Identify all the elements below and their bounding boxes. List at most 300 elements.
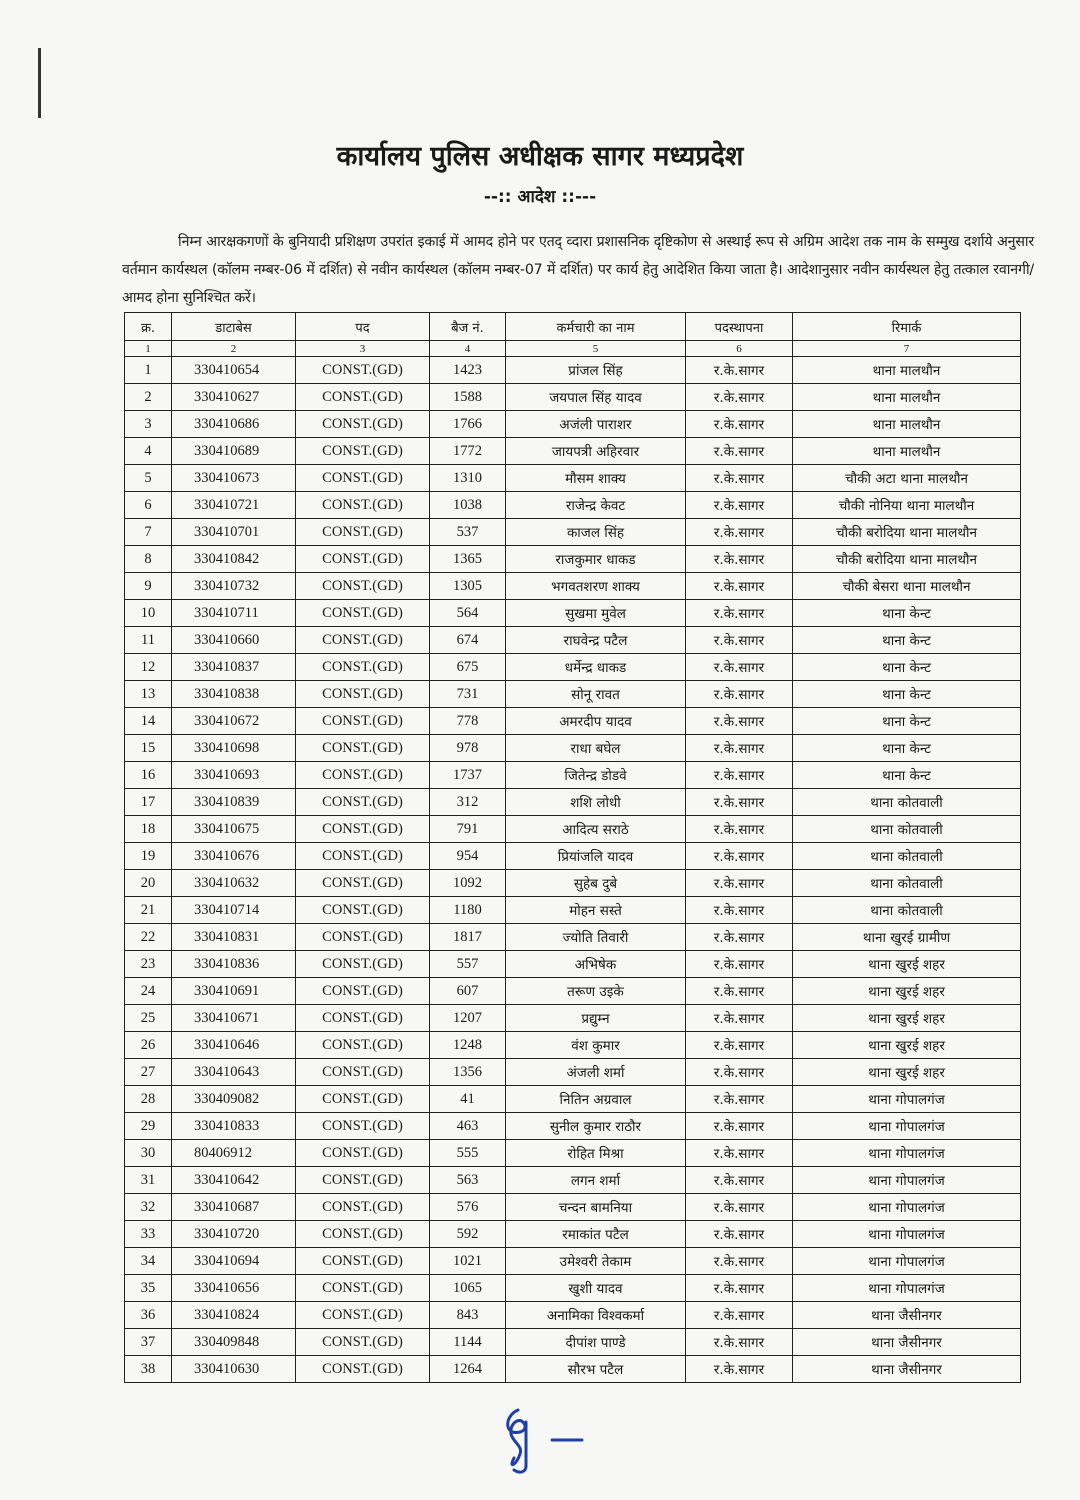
employee-name-cell: काजल सिंह xyxy=(506,519,686,546)
table-row xyxy=(125,978,1021,1005)
posting-cell: र.के.सागर xyxy=(686,1302,793,1329)
table-row xyxy=(125,924,1021,951)
column-number-5: 5 xyxy=(506,341,686,357)
database-cell: 330410839 xyxy=(172,789,296,816)
database-cell: 330410643 xyxy=(172,1059,296,1086)
serial-cell: 25 xyxy=(125,1005,172,1032)
badge-cell: 843 xyxy=(430,1302,506,1329)
table-row xyxy=(125,1221,1021,1248)
remark-cell: थाना खुरई शहर xyxy=(793,1032,1021,1059)
table-row xyxy=(125,1356,1021,1383)
database-cell: 330410627 xyxy=(172,384,296,411)
margin-mark xyxy=(38,48,41,118)
column-header-5: कर्मचारी का नाम xyxy=(506,313,686,341)
remark-cell: थाना जैसीनगर xyxy=(793,1356,1021,1383)
posting-cell: र.के.सागर xyxy=(686,627,793,654)
remark-cell: थाना कोतवाली xyxy=(793,843,1021,870)
posting-cell: र.के.सागर xyxy=(686,762,793,789)
database-cell: 330410630 xyxy=(172,1356,296,1383)
posting-cell: र.के.सागर xyxy=(686,1356,793,1383)
badge-cell: 1588 xyxy=(430,384,506,411)
post-cell: CONST.(GD) xyxy=(296,897,430,924)
database-cell: 330410836 xyxy=(172,951,296,978)
serial-cell: 20 xyxy=(125,870,172,897)
employee-name-cell: धर्मेन्द्र धाकड xyxy=(506,654,686,681)
column-header-4: बैज नं. xyxy=(430,313,506,341)
posting-cell: र.के.सागर xyxy=(686,789,793,816)
database-cell: 330409848 xyxy=(172,1329,296,1356)
badge-cell: 1305 xyxy=(430,573,506,600)
post-cell: CONST.(GD) xyxy=(296,1005,430,1032)
database-cell: 330410671 xyxy=(172,1005,296,1032)
employee-name-cell: रोहित मिश्रा xyxy=(506,1140,686,1167)
badge-cell: 555 xyxy=(430,1140,506,1167)
badge-cell: 1264 xyxy=(430,1356,506,1383)
database-cell: 330410842 xyxy=(172,546,296,573)
employee-name-cell: चन्दन बामनिया xyxy=(506,1194,686,1221)
serial-cell: 33 xyxy=(125,1221,172,1248)
badge-cell: 563 xyxy=(430,1167,506,1194)
remark-cell: थाना मालथौन xyxy=(793,438,1021,465)
table-row xyxy=(125,654,1021,681)
posting-cell: र.के.सागर xyxy=(686,1032,793,1059)
serial-cell: 38 xyxy=(125,1356,172,1383)
employee-name-cell: तरूण उइके xyxy=(506,978,686,1005)
remark-cell: थाना केन्ट xyxy=(793,708,1021,735)
serial-cell: 7 xyxy=(125,519,172,546)
column-number-1: 1 xyxy=(125,341,172,357)
database-cell: 330410711 xyxy=(172,600,296,627)
posting-cell: र.के.सागर xyxy=(686,600,793,627)
serial-cell: 32 xyxy=(125,1194,172,1221)
remark-cell: थाना गोपालगंज xyxy=(793,1167,1021,1194)
posting-cell: र.के.सागर xyxy=(686,843,793,870)
remark-cell: चौकी बरोदिया थाना मालथौन xyxy=(793,519,1021,546)
remark-cell: थाना गोपालगंज xyxy=(793,1086,1021,1113)
table-row xyxy=(125,708,1021,735)
badge-cell: 1092 xyxy=(430,870,506,897)
serial-cell: 36 xyxy=(125,1302,172,1329)
table-row xyxy=(125,492,1021,519)
column-number-row xyxy=(125,341,1021,357)
remark-cell: थाना खुरई शहर xyxy=(793,1059,1021,1086)
badge-cell: 1365 xyxy=(430,546,506,573)
column-header-2: डाटाबेस xyxy=(172,313,296,341)
badge-cell: 978 xyxy=(430,735,506,762)
remark-cell: थाना गोपालगंज xyxy=(793,1113,1021,1140)
posting-cell: र.के.सागर xyxy=(686,1275,793,1302)
employee-name-cell: मोहन सस्ते xyxy=(506,897,686,924)
table-row xyxy=(125,1059,1021,1086)
database-cell: 330410656 xyxy=(172,1275,296,1302)
database-cell: 330410838 xyxy=(172,681,296,708)
posting-cell: र.के.सागर xyxy=(686,735,793,762)
remark-cell: चौकी बेसरा थाना मालथौन xyxy=(793,573,1021,600)
database-cell: 330410642 xyxy=(172,1167,296,1194)
badge-cell: 675 xyxy=(430,654,506,681)
table-row xyxy=(125,1086,1021,1113)
employee-name-cell: वंश कुमार xyxy=(506,1032,686,1059)
employee-name-cell: अजंली पाराशर xyxy=(506,411,686,438)
post-cell: CONST.(GD) xyxy=(296,1221,430,1248)
posting-cell: र.के.सागर xyxy=(686,951,793,978)
signature-icon xyxy=(490,1396,600,1476)
employee-name-cell: प्रद्युम्न xyxy=(506,1005,686,1032)
column-number-2: 2 xyxy=(172,341,296,357)
badge-cell: 1423 xyxy=(430,357,506,384)
serial-cell: 13 xyxy=(125,681,172,708)
serial-cell: 21 xyxy=(125,897,172,924)
post-cell: CONST.(GD) xyxy=(296,1059,430,1086)
table-row xyxy=(125,546,1021,573)
post-cell: CONST.(GD) xyxy=(296,357,430,384)
post-cell: CONST.(GD) xyxy=(296,681,430,708)
post-cell: CONST.(GD) xyxy=(296,708,430,735)
database-cell: 330410693 xyxy=(172,762,296,789)
serial-cell: 3 xyxy=(125,411,172,438)
serial-cell: 4 xyxy=(125,438,172,465)
badge-cell: 312 xyxy=(430,789,506,816)
post-cell: CONST.(GD) xyxy=(296,789,430,816)
column-number-4: 4 xyxy=(430,341,506,357)
remark-cell: थाना केन्ट xyxy=(793,600,1021,627)
employee-name-cell: अंजली शर्मा xyxy=(506,1059,686,1086)
remark-cell: थाना मालथौन xyxy=(793,411,1021,438)
database-cell: 330410686 xyxy=(172,411,296,438)
serial-cell: 1 xyxy=(125,357,172,384)
post-cell: CONST.(GD) xyxy=(296,1140,430,1167)
post-cell: CONST.(GD) xyxy=(296,735,430,762)
posting-cell: र.के.सागर xyxy=(686,654,793,681)
database-cell: 330410691 xyxy=(172,978,296,1005)
table-row xyxy=(125,1194,1021,1221)
table-row xyxy=(125,627,1021,654)
table-row xyxy=(125,789,1021,816)
posting-cell: र.के.सागर xyxy=(686,1194,793,1221)
posting-cell: र.के.सागर xyxy=(686,897,793,924)
post-cell: CONST.(GD) xyxy=(296,1329,430,1356)
remark-cell: थाना गोपालगंज xyxy=(793,1221,1021,1248)
remark-cell: थाना खुरई शहर xyxy=(793,951,1021,978)
employee-name-cell: जयपाल सिंह यादव xyxy=(506,384,686,411)
badge-cell: 1065 xyxy=(430,1275,506,1302)
database-cell: 330410676 xyxy=(172,843,296,870)
remark-cell: चौकी बरोदिया थाना मालथौन xyxy=(793,546,1021,573)
serial-cell: 11 xyxy=(125,627,172,654)
employee-name-cell: ज्योति तिवारी xyxy=(506,924,686,951)
badge-cell: 537 xyxy=(430,519,506,546)
posting-cell: र.के.सागर xyxy=(686,708,793,735)
employee-name-cell: राघवेन्द्र पटैल xyxy=(506,627,686,654)
badge-cell: 791 xyxy=(430,816,506,843)
employee-name-cell: जायपत्री अहिरवार xyxy=(506,438,686,465)
table-row xyxy=(125,411,1021,438)
serial-cell: 22 xyxy=(125,924,172,951)
post-cell: CONST.(GD) xyxy=(296,600,430,627)
database-cell: 330410831 xyxy=(172,924,296,951)
database-cell: 330410720 xyxy=(172,1221,296,1248)
table-row xyxy=(125,384,1021,411)
post-cell: CONST.(GD) xyxy=(296,951,430,978)
column-number-6: 6 xyxy=(686,341,793,357)
table-row xyxy=(125,465,1021,492)
employee-name-cell: सुखमा मुवेल xyxy=(506,600,686,627)
employee-name-cell: उमेश्वरी तेकाम xyxy=(506,1248,686,1275)
employee-name-cell: खुशी यादव xyxy=(506,1275,686,1302)
post-cell: CONST.(GD) xyxy=(296,1032,430,1059)
database-cell: 330410698 xyxy=(172,735,296,762)
remark-cell: थाना गोपालगंज xyxy=(793,1194,1021,1221)
posting-cell: र.के.सागर xyxy=(686,1113,793,1140)
table-body xyxy=(125,357,1021,1383)
employee-name-cell: मौसम शाक्य xyxy=(506,465,686,492)
badge-cell: 1038 xyxy=(430,492,506,519)
remark-cell: थाना गोपालगंज xyxy=(793,1275,1021,1302)
post-cell: CONST.(GD) xyxy=(296,519,430,546)
remark-cell: थाना मालथौन xyxy=(793,384,1021,411)
database-cell: 330410721 xyxy=(172,492,296,519)
employee-name-cell: जितेन्द्र डोडवे xyxy=(506,762,686,789)
database-cell: 330410714 xyxy=(172,897,296,924)
badge-cell: 674 xyxy=(430,627,506,654)
column-header-7: रिमार्क xyxy=(793,313,1021,341)
remark-cell: थाना केन्ट xyxy=(793,654,1021,681)
posting-cell: र.के.सागर xyxy=(686,573,793,600)
remark-cell: थाना जैसीनगर xyxy=(793,1329,1021,1356)
employee-name-cell: सौरभ पटैल xyxy=(506,1356,686,1383)
column-header-6: पदस्थापना xyxy=(686,313,793,341)
post-cell: CONST.(GD) xyxy=(296,654,430,681)
database-cell: 330410687 xyxy=(172,1194,296,1221)
badge-cell: 1356 xyxy=(430,1059,506,1086)
database-cell: 330410654 xyxy=(172,357,296,384)
serial-cell: 14 xyxy=(125,708,172,735)
table-row xyxy=(125,1302,1021,1329)
serial-cell: 15 xyxy=(125,735,172,762)
post-cell: CONST.(GD) xyxy=(296,1086,430,1113)
employee-name-cell: भगवतशरण शाक्य xyxy=(506,573,686,600)
column-number-3: 3 xyxy=(296,341,430,357)
badge-cell: 1248 xyxy=(430,1032,506,1059)
posting-cell: र.के.सागर xyxy=(686,1005,793,1032)
employee-name-cell: राजेन्द्र केवट xyxy=(506,492,686,519)
table-row xyxy=(125,1032,1021,1059)
posting-cell: र.के.सागर xyxy=(686,438,793,465)
table-row xyxy=(125,1005,1021,1032)
office-title: कार्यालय पुलिस अधीक्षक सागर मध्यप्रदेश xyxy=(336,141,744,172)
database-cell: 330410732 xyxy=(172,573,296,600)
post-cell: CONST.(GD) xyxy=(296,1356,430,1383)
employee-name-cell: राधा बघेल xyxy=(506,735,686,762)
post-cell: CONST.(GD) xyxy=(296,411,430,438)
badge-cell: 1772 xyxy=(430,438,506,465)
badge-cell: 1207 xyxy=(430,1005,506,1032)
table-row xyxy=(125,1113,1021,1140)
posting-cell: र.के.सागर xyxy=(686,1329,793,1356)
post-cell: CONST.(GD) xyxy=(296,384,430,411)
remark-cell: थाना जैसीनगर xyxy=(793,1302,1021,1329)
serial-cell: 17 xyxy=(125,789,172,816)
post-cell: CONST.(GD) xyxy=(296,1194,430,1221)
post-cell: CONST.(GD) xyxy=(296,1167,430,1194)
serial-cell: 28 xyxy=(125,1086,172,1113)
remark-cell: थाना खुरई ग्रामीण xyxy=(793,924,1021,951)
post-cell: CONST.(GD) xyxy=(296,492,430,519)
posting-cell: र.के.सागर xyxy=(686,1140,793,1167)
table-row xyxy=(125,1167,1021,1194)
database-cell: 330409082 xyxy=(172,1086,296,1113)
posting-cell: र.के.सागर xyxy=(686,1167,793,1194)
serial-cell: 10 xyxy=(125,600,172,627)
remark-cell: थाना कोतवाली xyxy=(793,816,1021,843)
post-cell: CONST.(GD) xyxy=(296,1302,430,1329)
serial-cell: 31 xyxy=(125,1167,172,1194)
remark-cell: थाना खुरई शहर xyxy=(793,1005,1021,1032)
employee-name-cell: लगन शर्मा xyxy=(506,1167,686,1194)
database-cell: 330410646 xyxy=(172,1032,296,1059)
serial-cell: 5 xyxy=(125,465,172,492)
table-row xyxy=(125,1275,1021,1302)
posting-cell: र.के.सागर xyxy=(686,411,793,438)
employee-name-cell: नितिन अग्रवाल xyxy=(506,1086,686,1113)
remark-cell: थाना मालथौन xyxy=(793,357,1021,384)
transfer-table xyxy=(124,312,1021,1383)
serial-cell: 9 xyxy=(125,573,172,600)
remark-cell: थाना केन्ट xyxy=(793,735,1021,762)
post-cell: CONST.(GD) xyxy=(296,1248,430,1275)
posting-cell: र.के.सागर xyxy=(686,978,793,1005)
table-row xyxy=(125,519,1021,546)
serial-cell: 30 xyxy=(125,1140,172,1167)
post-cell: CONST.(GD) xyxy=(296,816,430,843)
table-row xyxy=(125,735,1021,762)
serial-cell: 27 xyxy=(125,1059,172,1086)
serial-cell: 2 xyxy=(125,384,172,411)
serial-cell: 26 xyxy=(125,1032,172,1059)
badge-cell: 954 xyxy=(430,843,506,870)
database-cell: 330410673 xyxy=(172,465,296,492)
database-cell: 330410701 xyxy=(172,519,296,546)
employee-name-cell: आदित्य सराठे xyxy=(506,816,686,843)
table-row xyxy=(125,951,1021,978)
post-cell: CONST.(GD) xyxy=(296,573,430,600)
post-cell: CONST.(GD) xyxy=(296,762,430,789)
post-cell: CONST.(GD) xyxy=(296,843,430,870)
post-cell: CONST.(GD) xyxy=(296,978,430,1005)
badge-cell: 564 xyxy=(430,600,506,627)
badge-cell: 1817 xyxy=(430,924,506,951)
table-row xyxy=(125,1248,1021,1275)
badge-cell: 731 xyxy=(430,681,506,708)
serial-cell: 6 xyxy=(125,492,172,519)
posting-cell: र.के.सागर xyxy=(686,924,793,951)
badge-cell: 1310 xyxy=(430,465,506,492)
database-cell: 330410672 xyxy=(172,708,296,735)
table-row xyxy=(125,843,1021,870)
table-row xyxy=(125,870,1021,897)
remark-cell: थाना कोतवाली xyxy=(793,870,1021,897)
employee-name-cell: अमरदीप यादव xyxy=(506,708,686,735)
posting-cell: र.के.सागर xyxy=(686,681,793,708)
serial-cell: 8 xyxy=(125,546,172,573)
table-row xyxy=(125,816,1021,843)
employee-name-cell: सुहेब दुबे xyxy=(506,870,686,897)
remark-cell: थाना केन्ट xyxy=(793,762,1021,789)
remark-cell: थाना कोतवाली xyxy=(793,897,1021,924)
badge-cell: 1144 xyxy=(430,1329,506,1356)
database-cell: 330410824 xyxy=(172,1302,296,1329)
serial-cell: 18 xyxy=(125,816,172,843)
remark-cell: थाना केन्ट xyxy=(793,681,1021,708)
posting-cell: र.के.सागर xyxy=(686,492,793,519)
remark-cell: थाना खुरई शहर xyxy=(793,978,1021,1005)
order-heading: --:: आदेश ::--- xyxy=(483,187,597,207)
serial-cell: 37 xyxy=(125,1329,172,1356)
posting-cell: र.के.सागर xyxy=(686,465,793,492)
posting-cell: र.के.सागर xyxy=(686,384,793,411)
database-cell: 330410837 xyxy=(172,654,296,681)
badge-cell: 576 xyxy=(430,1194,506,1221)
remark-cell: चौकी अटा थाना मालथौन xyxy=(793,465,1021,492)
column-header-1: क्र. xyxy=(125,313,172,341)
serial-cell: 34 xyxy=(125,1248,172,1275)
database-cell: 330410675 xyxy=(172,816,296,843)
post-cell: CONST.(GD) xyxy=(296,1275,430,1302)
badge-cell: 463 xyxy=(430,1113,506,1140)
badge-cell: 592 xyxy=(430,1221,506,1248)
posting-cell: र.के.सागर xyxy=(686,870,793,897)
serial-cell: 19 xyxy=(125,843,172,870)
badge-cell: 41 xyxy=(430,1086,506,1113)
serial-cell: 16 xyxy=(125,762,172,789)
badge-cell: 778 xyxy=(430,708,506,735)
posting-cell: र.के.सागर xyxy=(686,519,793,546)
table-row xyxy=(125,573,1021,600)
employee-name-cell: सुनील कुमार राठौर xyxy=(506,1113,686,1140)
table-row xyxy=(125,681,1021,708)
post-cell: CONST.(GD) xyxy=(296,438,430,465)
posting-cell: र.के.सागर xyxy=(686,1059,793,1086)
post-cell: CONST.(GD) xyxy=(296,465,430,492)
employee-name-cell: प्रियांजलि यादव xyxy=(506,843,686,870)
table-row xyxy=(125,762,1021,789)
database-cell: 330410694 xyxy=(172,1248,296,1275)
post-cell: CONST.(GD) xyxy=(296,870,430,897)
remark-cell: चौकी नोनिया थाना मालथौन xyxy=(793,492,1021,519)
serial-cell: 29 xyxy=(125,1113,172,1140)
employee-name-cell: अनामिका विश्वकर्मा xyxy=(506,1302,686,1329)
posting-cell: र.के.सागर xyxy=(686,1221,793,1248)
badge-cell: 1737 xyxy=(430,762,506,789)
badge-cell: 1021 xyxy=(430,1248,506,1275)
serial-cell: 23 xyxy=(125,951,172,978)
posting-cell: र.के.सागर xyxy=(686,357,793,384)
posting-cell: र.के.सागर xyxy=(686,1248,793,1275)
posting-cell: र.के.सागर xyxy=(686,1086,793,1113)
employee-name-cell: रमाकांत पटैल xyxy=(506,1221,686,1248)
serial-cell: 12 xyxy=(125,654,172,681)
column-header-3: पद xyxy=(296,313,430,341)
employee-name-cell: राजकुमार धाकड xyxy=(506,546,686,573)
post-cell: CONST.(GD) xyxy=(296,1113,430,1140)
column-number-7: 7 xyxy=(793,341,1021,357)
serial-cell: 24 xyxy=(125,978,172,1005)
badge-cell: 1766 xyxy=(430,411,506,438)
employee-name-cell: प्रांजल सिंह xyxy=(506,357,686,384)
badge-cell: 1180 xyxy=(430,897,506,924)
database-cell: 330410632 xyxy=(172,870,296,897)
post-cell: CONST.(GD) xyxy=(296,627,430,654)
